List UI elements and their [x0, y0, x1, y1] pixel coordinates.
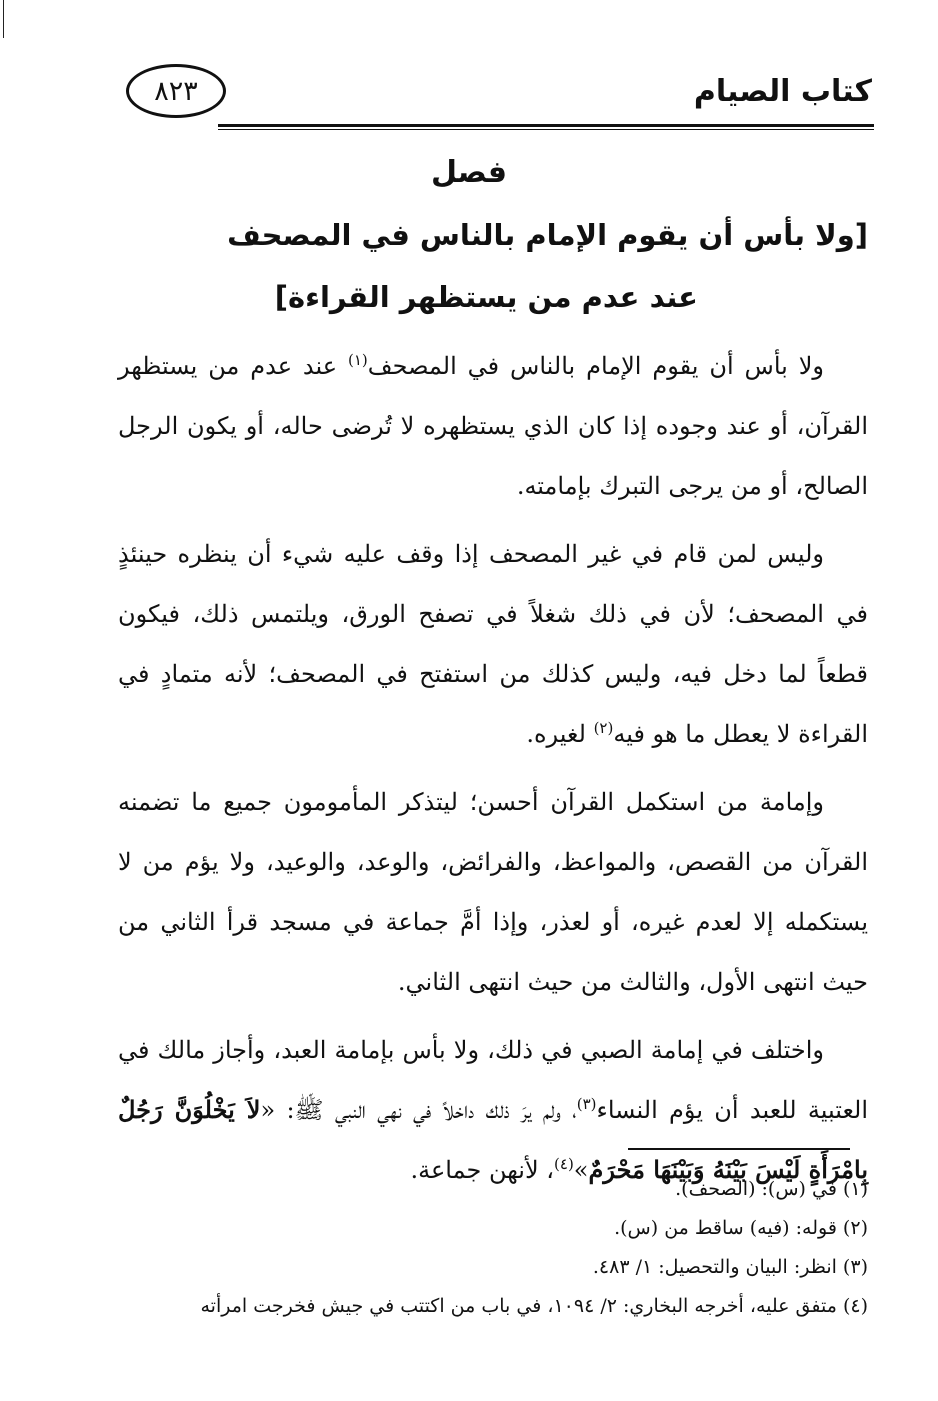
paragraph-text: ، ولم يرَ ذلك داخلاً في نهي النبي ﷺ: « — [260, 1096, 577, 1124]
header-rule — [218, 124, 874, 127]
hadith-quote: لاَ يَخْلُوَنَّ رَجُلٌ بِامْرَأَةٍ لَيْسَ بَيْنَهُ وَبَيْنَهَا مَحْرَمٌ — [118, 1095, 868, 1184]
paragraph-3 — [118, 772, 868, 1012]
paragraph-text: عند عدم من يستظهر القرآن، أو عند وجوده إذا كان الذي يستظهره لا تُرضى حاله، أو يكون الرجل الصالح، أو من يرجى التبرك بإمامته. — [118, 352, 868, 500]
paragraph-text: » — [573, 1156, 589, 1184]
paragraph-text: وليس لمن قام في غير المصحف إذا وقف عليه شيء أن ينظره حينئذٍ في المصحف؛ لأن في ذلك شغلاً في تصفح الورق، ويلتمس ذلك، فيكون قطعاً لما دخل فيه، وليس كذلك من استفتح في المصحف؛ لأنه متمادٍ في القراءة لا يعطل ما هو فيه — [118, 540, 868, 748]
page-number-badge — [126, 64, 226, 118]
body-text — [118, 336, 868, 1208]
footnote-2: (٢) قوله: (فيه) ساقط من (س). — [614, 1217, 868, 1239]
paragraph-text: لغيره. — [526, 720, 594, 748]
paragraph-1 — [118, 336, 868, 516]
footnote-marker: (٣) — [576, 1095, 597, 1113]
footnote-separator — [628, 1148, 850, 1150]
footnotes — [118, 1170, 868, 1326]
footnote-1: (١) في (س): (الصحف). — [675, 1178, 868, 1200]
section-heading-line-1: [ولا بأس أن يقوم الإمام بالناس في المصحف — [227, 218, 868, 252]
paragraph-2 — [118, 524, 868, 764]
page-header — [118, 60, 874, 140]
scan-edge-line — [3, 0, 4, 38]
section-heading-line-2: عند عدم من يستظهر القراءة] — [274, 280, 698, 314]
footnote-marker: (١) — [347, 351, 368, 369]
page-number: ٨٢٣ — [154, 75, 198, 107]
paragraph-text: وإمامة من استكمل القرآن أحسن؛ ليتذكر المأمومون جميع ما تضمنه القرآن من القصص، والمواعظ، والفرائض، والوعد، والوعيد، ولا يؤم من لا يستكمله إلا لعدم غيره، أو لعذر، وإذا أمَّ جماعة في مسجد قرأ الثاني من حيث انتهى الأول، والثالث من حيث انتهى الثاني. — [118, 788, 868, 996]
footnote-4: (٤) متفق عليه، أخرجه البخاري: ٢/ ١٠٩٤، في باب من اكتتب في جيش فخرجت امرأته — [200, 1295, 868, 1317]
footnote-marker: (٢) — [593, 719, 614, 737]
paragraph-text: ، لأنهن جماعة. — [410, 1156, 555, 1184]
book-title: كتاب الصيام — [693, 74, 872, 109]
paragraph-text: واختلف في إمامة الصبي في ذلك، ولا بأس بإمامة العبد، وأجاز مالك في العتبية للعبد أن يؤم النساء — [118, 1036, 869, 1124]
section-label: فصل — [431, 155, 507, 190]
paragraph-text: ولا بأس أن يقوم الإمام بالناس في المصحف — [367, 352, 825, 380]
footnote-3: (٣) انظر: البيان والتحصيل: ١/ ٤٨٣. — [592, 1256, 868, 1278]
header-rule-thin — [218, 129, 874, 130]
footnote-marker: (٤) — [554, 1155, 574, 1173]
